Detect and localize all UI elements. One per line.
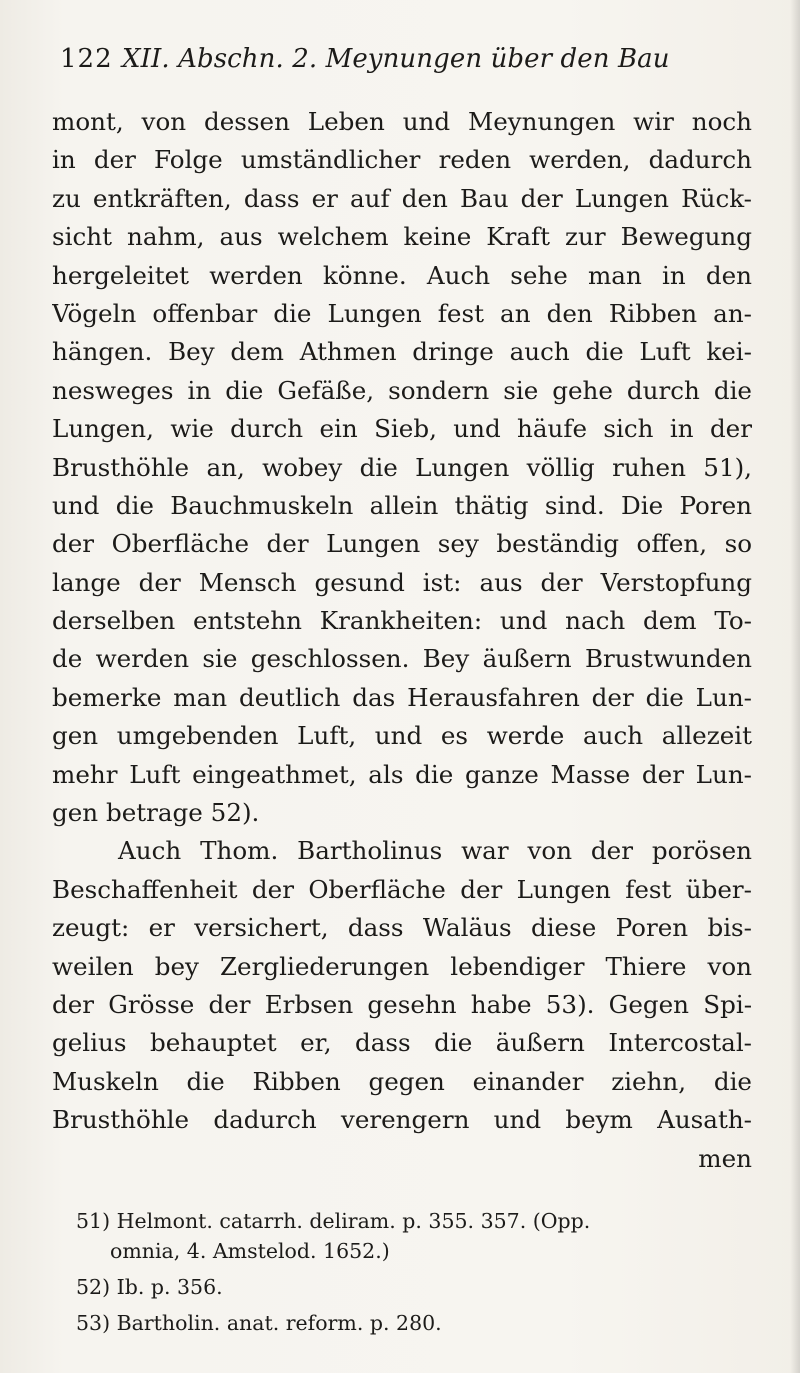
- text-line-21: Beschaffenheit der Oberfläche der Lungen fest über-: [52, 874, 752, 904]
- footnotes: [76, 1206, 756, 1338]
- text-line-25: gelius behauptet er, dass die äußern Intercostal-: [52, 1028, 752, 1058]
- text-line-6: Vögeln offenbar die Lungen fest an den Ribben an-: [52, 298, 752, 328]
- body-text: [52, 103, 752, 1178]
- text-line-9: Lungen, wie durch ein Sieb, und häufe sich in der: [52, 414, 752, 444]
- text-line-27: Brusthöhle dadurch verengern und beym Ausath-: [52, 1105, 752, 1135]
- footnote-51-continuation: omnia, 4. Amstelod. 1652.): [110, 1239, 390, 1263]
- footnote-52: 52) Ib. p. 356.: [76, 1275, 223, 1299]
- text-line-8: nesweges in die Gefäße, sondern sie gehe durch die: [52, 375, 752, 405]
- text-line-12: der Oberfläche der Lungen sey beständig offen, so: [52, 529, 752, 559]
- catchword: men: [698, 1143, 752, 1173]
- text-line-7: hängen. Bey dem Athmen dringe auch die Luft kei-: [52, 337, 752, 367]
- text-line-26: Muskeln die Ribben gegen einander ziehn, die: [52, 1066, 752, 1096]
- text-line-1: mont, von dessen Leben und Meynungen wir noch: [52, 107, 752, 136]
- page-header: [60, 42, 750, 76]
- running-head: XII. Abschn. 2. Meynungen über den Bau: [122, 44, 670, 74]
- text-line-2: in der Folge umständlicher reden werden, dadurch: [52, 145, 752, 175]
- text-line-11: und die Bauchmuskeln allein thätig sind. Die Poren: [52, 490, 752, 520]
- text-line-19: gen betrage 52).: [52, 798, 260, 828]
- footnote-51: 51) Helmont. catarrh. deliram. p. 355. 357. (Opp.: [76, 1209, 591, 1233]
- text-line-22: zeugt: er versichert, dass Waläus diese Poren bis-: [52, 913, 752, 943]
- text-line-20: Auch Thom. Bartholinus war von der porösen: [118, 836, 752, 866]
- text-line-3: zu entkräften, dass er auf den Bau der Lungen Rück-: [52, 183, 752, 213]
- page-number: 122: [60, 44, 113, 74]
- text-line-17: gen umgebenden Luft, und es werde auch allezeit: [52, 721, 752, 751]
- text-line-4: sicht nahm, aus welchem keine Kraft zur Bewegung: [52, 222, 752, 252]
- text-line-16: bemerke man deutlich das Herausfahren der die Lun-: [52, 682, 752, 712]
- page-edge-shadow: [790, 0, 800, 1373]
- footnote-53: 53) Bartholin. anat. reform. p. 280.: [76, 1311, 442, 1335]
- text-line-24: der Grösse der Erbsen gesehn habe 53). Gegen Spi-: [52, 989, 752, 1019]
- text-line-23: weilen bey Zergliederungen lebendiger Thiere von: [52, 951, 752, 981]
- text-line-18: mehr Luft eingeathmet, als die ganze Masse der Lun-: [52, 759, 752, 789]
- text-line-14: derselben entstehn Krankheiten: und nach dem To-: [52, 606, 752, 636]
- text-line-5: hergeleitet werden könne. Auch sehe man in den: [52, 260, 752, 290]
- text-line-13: lange der Mensch gesund ist: aus der Verstopfung: [52, 567, 752, 597]
- text-line-10: Brusthöhle an, wobey die Lungen völlig ruhen 51),: [52, 452, 752, 482]
- text-line-15: de werden sie geschlossen. Bey äußern Brustwunden: [52, 644, 752, 674]
